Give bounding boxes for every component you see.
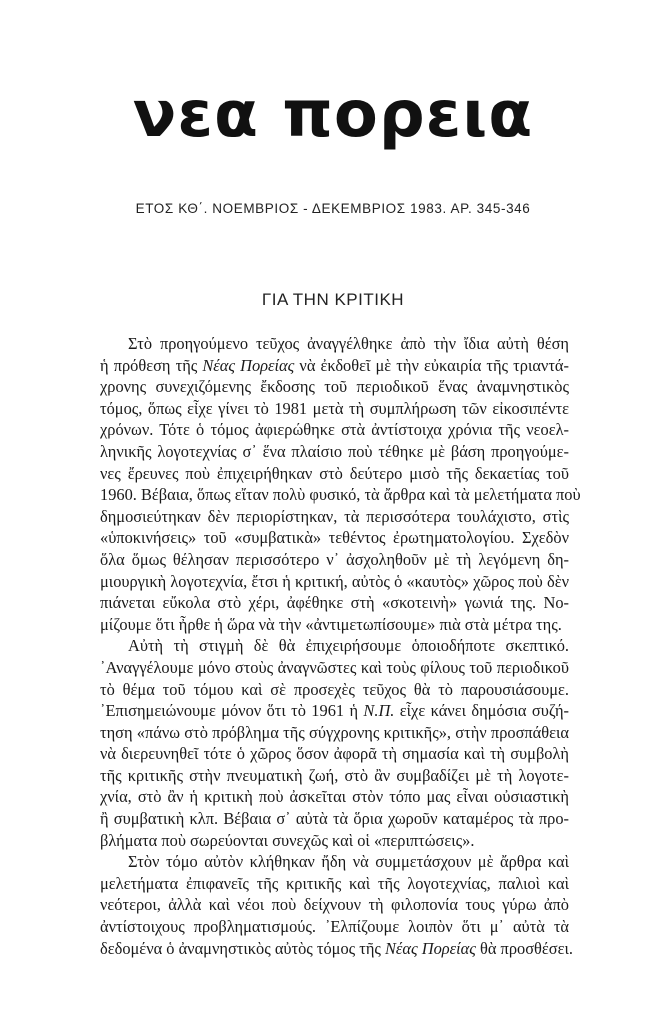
italic-text: Νέας Πορείας [385,938,476,958]
text-line [100,484,581,506]
text-line [100,614,569,636]
text-line [100,571,569,593]
text-line [100,916,569,938]
text-line [100,830,569,852]
text-segment: νὰ διερευνηθεῖ τότε ὁ χῶρος ὅσον ἀφορᾶ τὴ σημασία καὶ τὴ συμβολὴ [100,744,569,764]
text-line [100,743,569,765]
text-line [100,419,569,441]
article-heading: ΓΙΑ ΤΗΝ ΚΡΙΤΙΚΗ [261,290,405,309]
text-segment: νες ἔρευνες ποὺ ἐπιχειρήθηκαν στὸ δεύτερο μισὸ τῆς δεκαετίας τοῦ [100,463,569,483]
text-line [100,376,569,398]
text-line [100,894,569,916]
text-segment: τηση «πάνω στὸ πρόβλημα τῆς σύγχρονης κριτικῆς», στὴν προσπάθεια [100,722,569,742]
text-segment: βλήματα ποὺ σωρεύονται συνεχῶς καὶ οἱ «περιπτώσεις». [100,830,475,850]
text-line [100,549,569,571]
journal-masthead: νεα πορεια [132,78,534,152]
text-segment: «ὑποκινήσεις» τοῦ «συμβατικὰ» τεθέντος ἐρωτηματολογίου. Σχεδὸν [100,528,569,548]
text-line [100,463,569,485]
text-line [100,679,569,701]
text-line [100,506,569,528]
text-segment: ἡ πρόθεση τῆς [100,355,203,375]
text-line [100,722,569,744]
text-segment: νὰ ἐκδοθεῖ μὲ τὴν εὐκαιρία τῆς τριαντά- [294,355,569,375]
text-segment: δημοσιεύτηκαν δὲν περιορίστηκαν, τὰ περισσότερα τουλάχιστο, στὶς [100,506,569,526]
text-line [100,592,569,614]
text-segment: νεότεροι, ἀλλὰ καὶ νέοι ποὺ δείχνουν τὴ φιλοπονία τους γύρω ἀπὸ [100,895,569,915]
text-line [100,938,574,960]
text-line [100,355,569,377]
text-line [100,657,569,679]
text-segment: ληνικῆς λογοτεχνίας σ᾽ ἕνα πλαίσιο ποὺ τέθηκε μὲ βάση προηγούμε- [100,441,569,461]
text-segment: εἶχε κάνει δημόσια συζή- [394,701,569,721]
text-line [100,333,569,355]
issue-line: ΕΤΟΣ ΚΘ΄. ΝΟΕΜΒΡΙΟΣ - ΔΕΚΕΜΒΡΙΟΣ 1983. ΑΡ. 345-346 [135,201,531,216]
text-segment: μελετήματα ἐπιφανεῖς τῆς κριτικῆς καὶ τῆς λογοτεχνίας, παλιοὶ καὶ [100,873,569,893]
text-line [100,873,569,895]
text-segment: πιάνεται εὔκολα στὸ χέρι, ἀφέθηκε στὴ «σκοτεινὴ» γωνιά της. Νο- [100,593,569,613]
text-segment: δεδομένα ὁ ἀναμνηστικὸς αὐτὸς τόμος τῆς [100,938,385,958]
text-segment: ᾽Επισημειώνουμε μόνον ὅτι τὸ 1961 ἡ [100,701,364,721]
text-line [100,700,569,722]
text-segment: Στὸ προηγούμενο τεῦχος ἀναγγέλθηκε ἀπὸ τὴν ἴδια αὐτὴ θέση [128,334,569,353]
text-segment: μιουργικὴ λογοτεχνία, ἔτσι ἡ κριτική, αὐτὸς ὁ «καυτὸς» χῶρος ποὺ δὲν [100,571,569,591]
text-line [100,527,569,549]
text-line [100,808,569,830]
text-segment: ἢ συμβατικὴ κλπ. Βέβαια σ᾽ αὐτὰ τὰ ὅρια χωροῦν καταμέρος τὰ προ- [100,809,569,829]
text-segment: 1960. Βέβαια, ὅπως εἴταν πολὺ φυσικό, τὰ ἄρθρα καὶ τὰ μελετήματα ποὺ [100,485,581,505]
text-line [100,635,569,657]
text-segment: χνία, στὸ ἂν ἡ κριτικὴ ποὺ ἀσκεῖται στὸν τόπο μας εἶναι οὐσιαστικὴ [100,787,569,807]
text-segment: τῆς κριτικῆς στὴν πνευματικὴ ζωή, στὸ ἂν συμβαδίζει μὲ τὴ λογοτε- [100,765,569,785]
italic-text: Ν.Π. [363,701,395,721]
text-line [100,441,569,463]
italic-text: Νέας Πορείας [202,355,295,375]
text-segment: ὅλα ὅμως θέλησαν περισσότερο ν᾽ ἀσχοληθοῦν μὲ τὴ λεγόμενη δη- [100,549,569,569]
article-body [100,333,581,959]
text-line [100,786,569,808]
text-segment: Στὸν τόμο αὐτὸν κλήθηκαν ἤδη νὰ συμμετάσχουν μὲ ἄρθρα καὶ [128,852,569,872]
text-line [100,398,569,420]
text-segment: μίζουμε ὅτι ἦρθε ἡ ὥρα νὰ τὴν «ἀντιμετωπίσουμε» πιὰ στὰ μέτρα της. [100,614,562,634]
text-segment: ἀντίστοιχους προβληματισμούς. ᾽Ελπίζουμε λοιπὸν ὅτι μ᾽ αὐτὰ τὰ [100,917,569,937]
text-segment: τὸ θέμα τοῦ τόμου καὶ σὲ προσεχὲς τεῦχος θὰ τὸ παρουσιάσουμε. [100,679,569,699]
text-segment: θὰ προσθέσει. [475,938,574,958]
text-segment: τόμος, ὅπως εἶχε γίνει τὸ 1981 μετὰ τὴ συμπλήρωση τῶν εἰκοσιπέντε [100,398,569,418]
text-segment: ᾽Αναγγέλουμε μόνο στοὺς ἀναγνῶστες καὶ τοὺς φίλους τοῦ περιοδικοῦ [100,657,569,677]
text-segment: χρόνων. Τότε ὁ τόμος ἀφιερώθηκε στὰ ἀντίστοιχα χρόνια τῆς νεοελ- [100,420,569,440]
text-line [100,765,569,787]
text-line [100,851,569,873]
text-segment: Αὐτὴ τὴ στιγμὴ δὲ θὰ ἐπιχειρήσουμε ὁποιοδήποτε σκεπτικό. [128,636,569,656]
text-segment: χρονης συνεχιζόμενης ἔκδοσης τοῦ περιοδικοῦ ἕνας ἀναμνηστικὸς [100,377,569,397]
